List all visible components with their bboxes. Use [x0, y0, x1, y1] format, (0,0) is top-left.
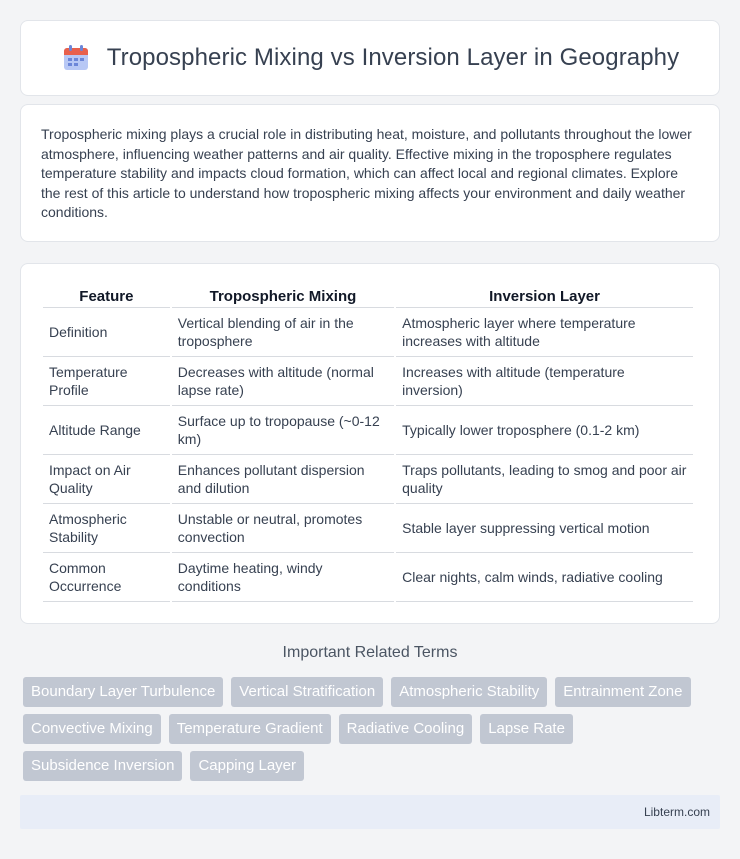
- row-mixing-value: Daytime heating, windy conditions: [172, 553, 394, 602]
- tag-lapse-rate[interactable]: Lapse Rate: [480, 714, 573, 744]
- table-row: [43, 553, 693, 602]
- tag-radiative-cooling[interactable]: Radiative Cooling: [339, 714, 473, 744]
- row-mixing-value: Surface up to tropopause (~0-12 km): [172, 406, 394, 455]
- comparison-table: [41, 286, 695, 602]
- tag-convective-mixing[interactable]: Convective Mixing: [23, 714, 161, 744]
- intro-card: [20, 104, 720, 242]
- row-mixing-value: Decreases with altitude (normal lapse rate): [172, 357, 394, 406]
- related-terms-list: [23, 677, 723, 781]
- tag-vertical-stratification[interactable]: Vertical Stratification: [231, 677, 383, 707]
- tag-capping-layer[interactable]: Capping Layer: [190, 751, 304, 781]
- row-inversion-value: Clear nights, calm winds, radiative cooling: [396, 553, 693, 602]
- comparison-card: [20, 263, 720, 624]
- table-row: [43, 455, 693, 504]
- row-inversion-value: Atmospheric layer where temperature increases with altitude: [396, 308, 693, 357]
- footer-brand-link[interactable]: Libterm.com: [643, 805, 710, 819]
- row-feature: Definition: [43, 308, 170, 357]
- title-card: [20, 20, 720, 96]
- row-inversion-value: Traps pollutants, leading to smog and poor air quality: [396, 455, 693, 504]
- row-mixing-value: Enhances pollutant dispersion and dilution: [172, 455, 394, 504]
- header-tropospheric-mixing: Tropospheric Mixing: [172, 286, 394, 308]
- row-feature: Temperature Profile: [43, 357, 170, 406]
- footer: [20, 795, 720, 829]
- table-row: [43, 504, 693, 553]
- header-inversion-layer: Inversion Layer: [396, 286, 693, 308]
- row-inversion-value: Stable layer suppressing vertical motion: [396, 504, 693, 553]
- tag-boundary-layer-turbulence[interactable]: Boundary Layer Turbulence: [23, 677, 223, 707]
- calendar-icon: [61, 43, 91, 73]
- row-mixing-value: Unstable or neutral, promotes convection: [172, 504, 394, 553]
- intro-paragraph: Tropospheric mixing plays a crucial role in distributing heat, moisture, and pollutants throughout the lower atmosphere, influencing weather patterns and air quality. Effective mixing in the troposphere regulates temperature stability and impacts cloud formation, which can affect local and regional climates. Explore the rest of this article to understand how tropospheric mixing affects your environment and daily weather conditions.: [41, 126, 692, 221]
- row-feature: Altitude Range: [43, 406, 170, 455]
- tag-entrainment-zone[interactable]: Entrainment Zone: [555, 677, 690, 707]
- table-row: [43, 406, 693, 455]
- related-terms-heading: Important Related Terms: [282, 644, 458, 661]
- row-feature: Impact on Air Quality: [43, 455, 170, 504]
- row-feature: Atmospheric Stability: [43, 504, 170, 553]
- table-row: [43, 308, 693, 357]
- table-row: [43, 357, 693, 406]
- table-header-row: [43, 286, 693, 308]
- tag-atmospheric-stability[interactable]: Atmospheric Stability: [391, 677, 547, 707]
- tag-subsidence-inversion[interactable]: Subsidence Inversion: [23, 751, 182, 781]
- row-mixing-value: Vertical blending of air in the troposphere: [172, 308, 394, 357]
- row-feature: Common Occurrence: [43, 553, 170, 602]
- row-inversion-value: Increases with altitude (temperature inversion): [396, 357, 693, 406]
- header-feature: Feature: [43, 286, 170, 308]
- row-inversion-value: Typically lower troposphere (0.1-2 km): [396, 406, 693, 455]
- page-title: Tropospheric Mixing vs Inversion Layer in Geography: [106, 44, 680, 71]
- tag-temperature-gradient[interactable]: Temperature Gradient: [169, 714, 331, 744]
